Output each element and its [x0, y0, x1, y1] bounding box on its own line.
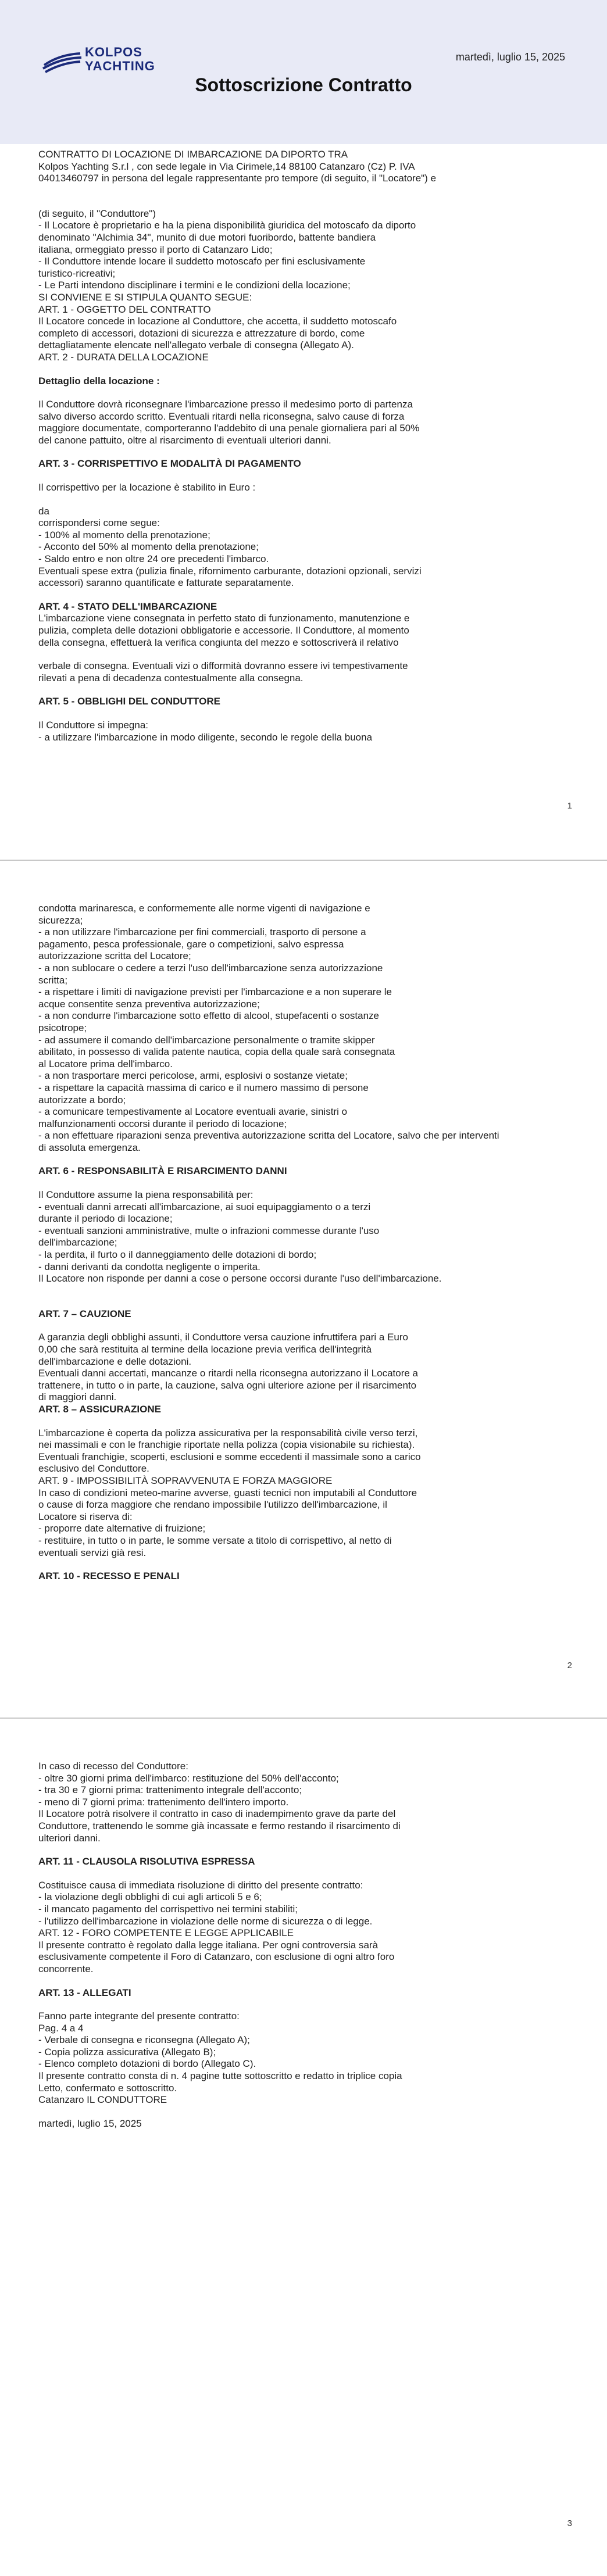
section-heading: ART. 10 - RECESSO E PENALI [38, 1570, 180, 1582]
paragraph-spacer [38, 1320, 534, 1332]
contract-paragraph: Costituisce causa di immediata risoluzione di diritto del presente contratto: - la violazione degli obblighi di cui agli articoli 5 e 6; - il mancato pagamento del corrispettivo nei termini stabiliti; - l'utilizzo dell'imbarcazione in violazione delle norme di sicurezza o di legge. ART. 12 - FORO COMPETENTE E LEGGE APPLICABILE Il presente contratto è regolato dalla legge italiana. Per ogni controversia sarà esclusivamente competente il Foro di Catanzaro, con esclusione di ogni altro foro concorrente. [38, 1879, 395, 1974]
contract-paragraph: A garanzia degli obblighi assunti, il Conduttore versa cauzione infruttifera pari a Euro 0,00 che sarà restituita al termine della locazione previa verifica dell'integrità dell'imbarcazione e delle dotazioni. Eventuali danni accertati, mancanze o ritardi nella riconsegna autorizzano il Locatore a trattenere, in tutto o in parte, la cauzione, salva ogni ulteriore azione per il risarcimento di maggiori danni. [38, 1332, 418, 1403]
paragraph-spacer [38, 364, 534, 375]
section-heading: ART. 5 - OBBLIGHI DEL CONDUTTORE [38, 696, 220, 707]
contract-paragraph: L'imbarcazione viene consegnata in perfetto stato di funzionamento, manutenzione e pulizia, completa delle dotazioni obbligatorie e accessorie. Il Conduttore, al momento della consegna, effettuerà la verifica congiunta del mezzo e sottoscriverà il relativo [38, 613, 410, 648]
contract-paragraph: verbale di consegna. Eventuali vizi o difformità dovranno essere ivi tempestivamente rilevati a pena di decadenza contestualmente alla consegna. [38, 660, 408, 684]
page-1 [0, 0, 607, 860]
document-header [0, 0, 607, 144]
contract-body-page-2 [38, 903, 534, 1583]
paragraph-spacer [38, 649, 534, 660]
paragraph-spacer [38, 589, 534, 601]
brand-name-line2: YACHTING [85, 59, 155, 73]
paragraph-spacer [38, 494, 534, 506]
page-number: 3 [567, 2518, 572, 2528]
section-heading: ART. 11 - CLAUSOLA RISOLUTIVA ESPRESSA [38, 1856, 255, 1867]
paragraph-spacer [38, 1844, 534, 1856]
section-heading: Dettaglio della locazione : [38, 375, 160, 387]
contract-paragraph: In caso di recesso del Conduttore: - oltre 30 giorni prima dell'imbarco: restituzione del 50% dell'acconto; - tra 30 e 7 giorni prima: trattenimento integrale dell'acconto; - meno di 7 giorni prima: trattenimento dell'intero importo. Il Locatore potrà risolvere il contratto in caso di inadempimento grave da parte del Conduttore, trattenendo le somme già incassate e fermo restando il risarcimento di ulteriori danni. [38, 1761, 401, 1844]
page-3 [0, 1719, 607, 2576]
page-2 [0, 861, 607, 1718]
contract-paragraph: Il corrispettivo per la locazione è stabilito in Euro : [38, 482, 256, 493]
contract-body-page-1 [38, 149, 534, 743]
paragraph-spacer [38, 1559, 534, 1570]
contract-paragraph: Il Conduttore assume la piena responsabilità per: - eventuali danni arrecati all'imbarcazione, ai suoi equipaggiamento o a terzi durante il periodo di locazione; - eventuali sanzioni amministrative, multe o infrazioni commesse durante l'uso dell'imbarcazione; - la perdita, il furto o il danneggiamento delle dotazioni di bordo; - danni derivanti da condotta negligente o imperita. Il Locatore non risponde per danni a cose o persone occorsi durante l'uso dell'imbarcazione. [38, 1189, 442, 1285]
paragraph-spacer [38, 196, 534, 208]
paragraph-spacer [38, 1999, 534, 2010]
page-title: Sottoscrizione Contratto [195, 74, 412, 95]
section-heading: ART. 4 - STATO DELL'IMBARCAZIONE [38, 600, 217, 612]
brand-name-line1: KOLPOS [85, 45, 142, 59]
contract-body-page-3 [38, 1761, 534, 2130]
paragraph-spacer [38, 1297, 534, 1308]
contract-paragraph: condotta marinaresca, e conformemente alle norme vigenti di navigazione e sicurezza; - a non utilizzare l'imbarcazione per fini commerciali, trasporto di persone a pagamento, pesca professionale, gare o competizioni, salvo espressa autorizzazione scritta del Locatore; - a non sublocare o cedere a terzi l'uso dell'imbarcazione senza autorizzazione scritta; - a rispettare i limiti di navigazione previsti per l'imbarcazione e a non superare le acque consentite senza preventiva autorizzazione; - a non condurre l'imbarcazione sotto effetto di alcool, stupefacenti o sostanze psicotrope; - ad assumere il comando dell'imbarcazione personalmente o tramite skipper abilitato, in possesso di valida patente nautica, copia della quale sarà consegnata al Locatore prima dell'imbarco. - a non trasportare merci pericolose, armi, esplosivi o sostanze vietate; - a rispettare la capacità massima di carico e il numero massimo di persone autorizzate a bordo; - a comunicare tempestivamente al Locatore eventuali avarie, sinistri o malfunzionamenti occorsi durante il periodo di locazione; - a non effettuare riparazioni senza preventiva autorizzazione scritta del Locatore, salvo che per interventi di assoluta emergenza. [38, 903, 499, 1153]
header-date: martedì, luglio 15, 2025 [455, 51, 565, 63]
contract-paragraph: Il Conduttore si impegna: - a utilizzare l'imbarcazione in modo diligente, secondo le regole della buona [38, 719, 373, 743]
page-number: 1 [567, 801, 572, 811]
page-number: 2 [567, 1661, 572, 1670]
paragraph-spacer [38, 2106, 534, 2118]
paragraph-spacer [38, 708, 534, 720]
section-heading: ART. 6 - RESPONSABILITÀ E RISARCIMENTO DANNI [38, 1165, 287, 1177]
paragraph-spacer [38, 1285, 534, 1297]
section-heading: ART. 7 – CAUZIONE [38, 1308, 131, 1319]
section-heading: ART. 3 - CORRISPETTIVO E MODALITÀ DI PAGAMENTO [38, 458, 301, 470]
contract-paragraph: da corrispondersi come segue: - 100% al momento della prenotazione; - Acconto del 50% al momento della prenotazione; - Saldo entro e non oltre 24 ore precedenti l'imbarco. Eventuali spese extra (pulizia finale, rifornimento carburante, dotazioni opzionali, servizi accessori) saranno quantificate e fatturate separatamente. [38, 505, 422, 589]
section-heading: ART. 8 – ASSICURAZIONE [38, 1403, 161, 1415]
contract-paragraph: CONTRATTO DI LOCAZIONE DI IMBARCAZIONE DA DIPORTO TRA Kolpos Yachting S.r.l , con sede legale in Via Cirimele,14 88100 Catanzaro (Cz) P. IVA 04013460797 in persona del legale rappresentante pro tempore (di seguito, il "Locatore") e [38, 149, 437, 184]
contract-paragraph: (di seguito, il "Conduttore") - Il Locatore è proprietario e ha la piena disponibilità giuridica del motoscafo da diporto denominato "Alchimia 34", munito di due motori fuoribordo, battente bandiera italiana, ormeggiato presso il porto di Catanzaro Lido; - Il Conduttore intende locare il suddetto motoscafo per fini esclusivamente turistico-ricreativi; - Le Parti intendono disciplinare i termini e le condizioni della locazione; SI CONVIENE E SI STIPULA QUANTO SEGUE: ART. 1 - OGGETTO DEL CONTRATTO Il Locatore concede in locazione al Conduttore, che accetta, il suddetto motoscafo completo di accessori, dotazioni di sicurezza e attrezzature di bordo, come dettagliatamente elencate nell'allegato verbale di consegna (Allegato A). ART. 2 - DURATA DELLA LOCAZIONE [38, 207, 416, 363]
paragraph-spacer [38, 470, 534, 482]
section-heading: ART. 13 - ALLEGATI [38, 1987, 131, 1998]
boat-wave-icon [42, 49, 83, 74]
paragraph-spacer [38, 684, 534, 696]
paragraph-spacer [38, 1178, 534, 1189]
contract-paragraph: Il Conduttore dovrà riconsegnare l'imbarcazione presso il medesimo porto di partenza salvo diverso accordo scritto. Eventuali ritardi nella riconsegna, salvo cause di forza maggiore documentate, comporteranno l'addebito di una penale giornaliera pari al 50% del canone pattuito, oltre al risarcimento di eventuali ulteriori danni. [38, 399, 420, 446]
paragraph-spacer [38, 185, 534, 196]
paragraph-spacer [38, 387, 534, 399]
paragraph-spacer [38, 1868, 534, 1880]
paragraph-spacer [38, 1416, 534, 1427]
paragraph-spacer [38, 446, 534, 458]
contract-paragraph: martedì, luglio 15, 2025 [38, 2117, 142, 2129]
contract-paragraph: L'imbarcazione è coperta da polizza assicurativa per la responsabilità civile verso terzi, nei massimali e con le franchigie riportate nella polizza (copia visionabile su richiesta). Eventuali franchigie, scoperti, esclusioni e somme eccedenti il massimale sono a carico esclusivo del Conduttore. ART. 9 - IMPOSSIBILITÀ SOPRAVVENUTA E FORZA MAGGIORE In caso di condizioni meteo-marine avverse, guasti tecnici non imputabili al Conduttore o cause di forza maggiore che rendano impossibile l'utilizzo dell'imbarcazione, il Locatore si riserva di: - proporre date alternative di fruizione; - restituire, in tutto o in parte, le somme versate a titolo di corrispettivo, al netto di eventuali servizi già resi. [38, 1427, 421, 1558]
paragraph-spacer [38, 1154, 534, 1165]
paragraph-spacer [38, 1976, 534, 1987]
contract-paragraph: Fanno parte integrante del presente contratto: Pag. 4 a 4 - Verbale di consegna e riconsegna (Allegato A); - Copia polizza assicurativa (Allegato B); - Elenco completo dotazioni di bordo (Allegato C). Il presente contratto consta di n. 4 pagine tutte sottoscritto e redatto in triplice copia Letto, confermato e sottoscritto. Catanzaro IL CONDUTTORE [38, 2010, 402, 2106]
